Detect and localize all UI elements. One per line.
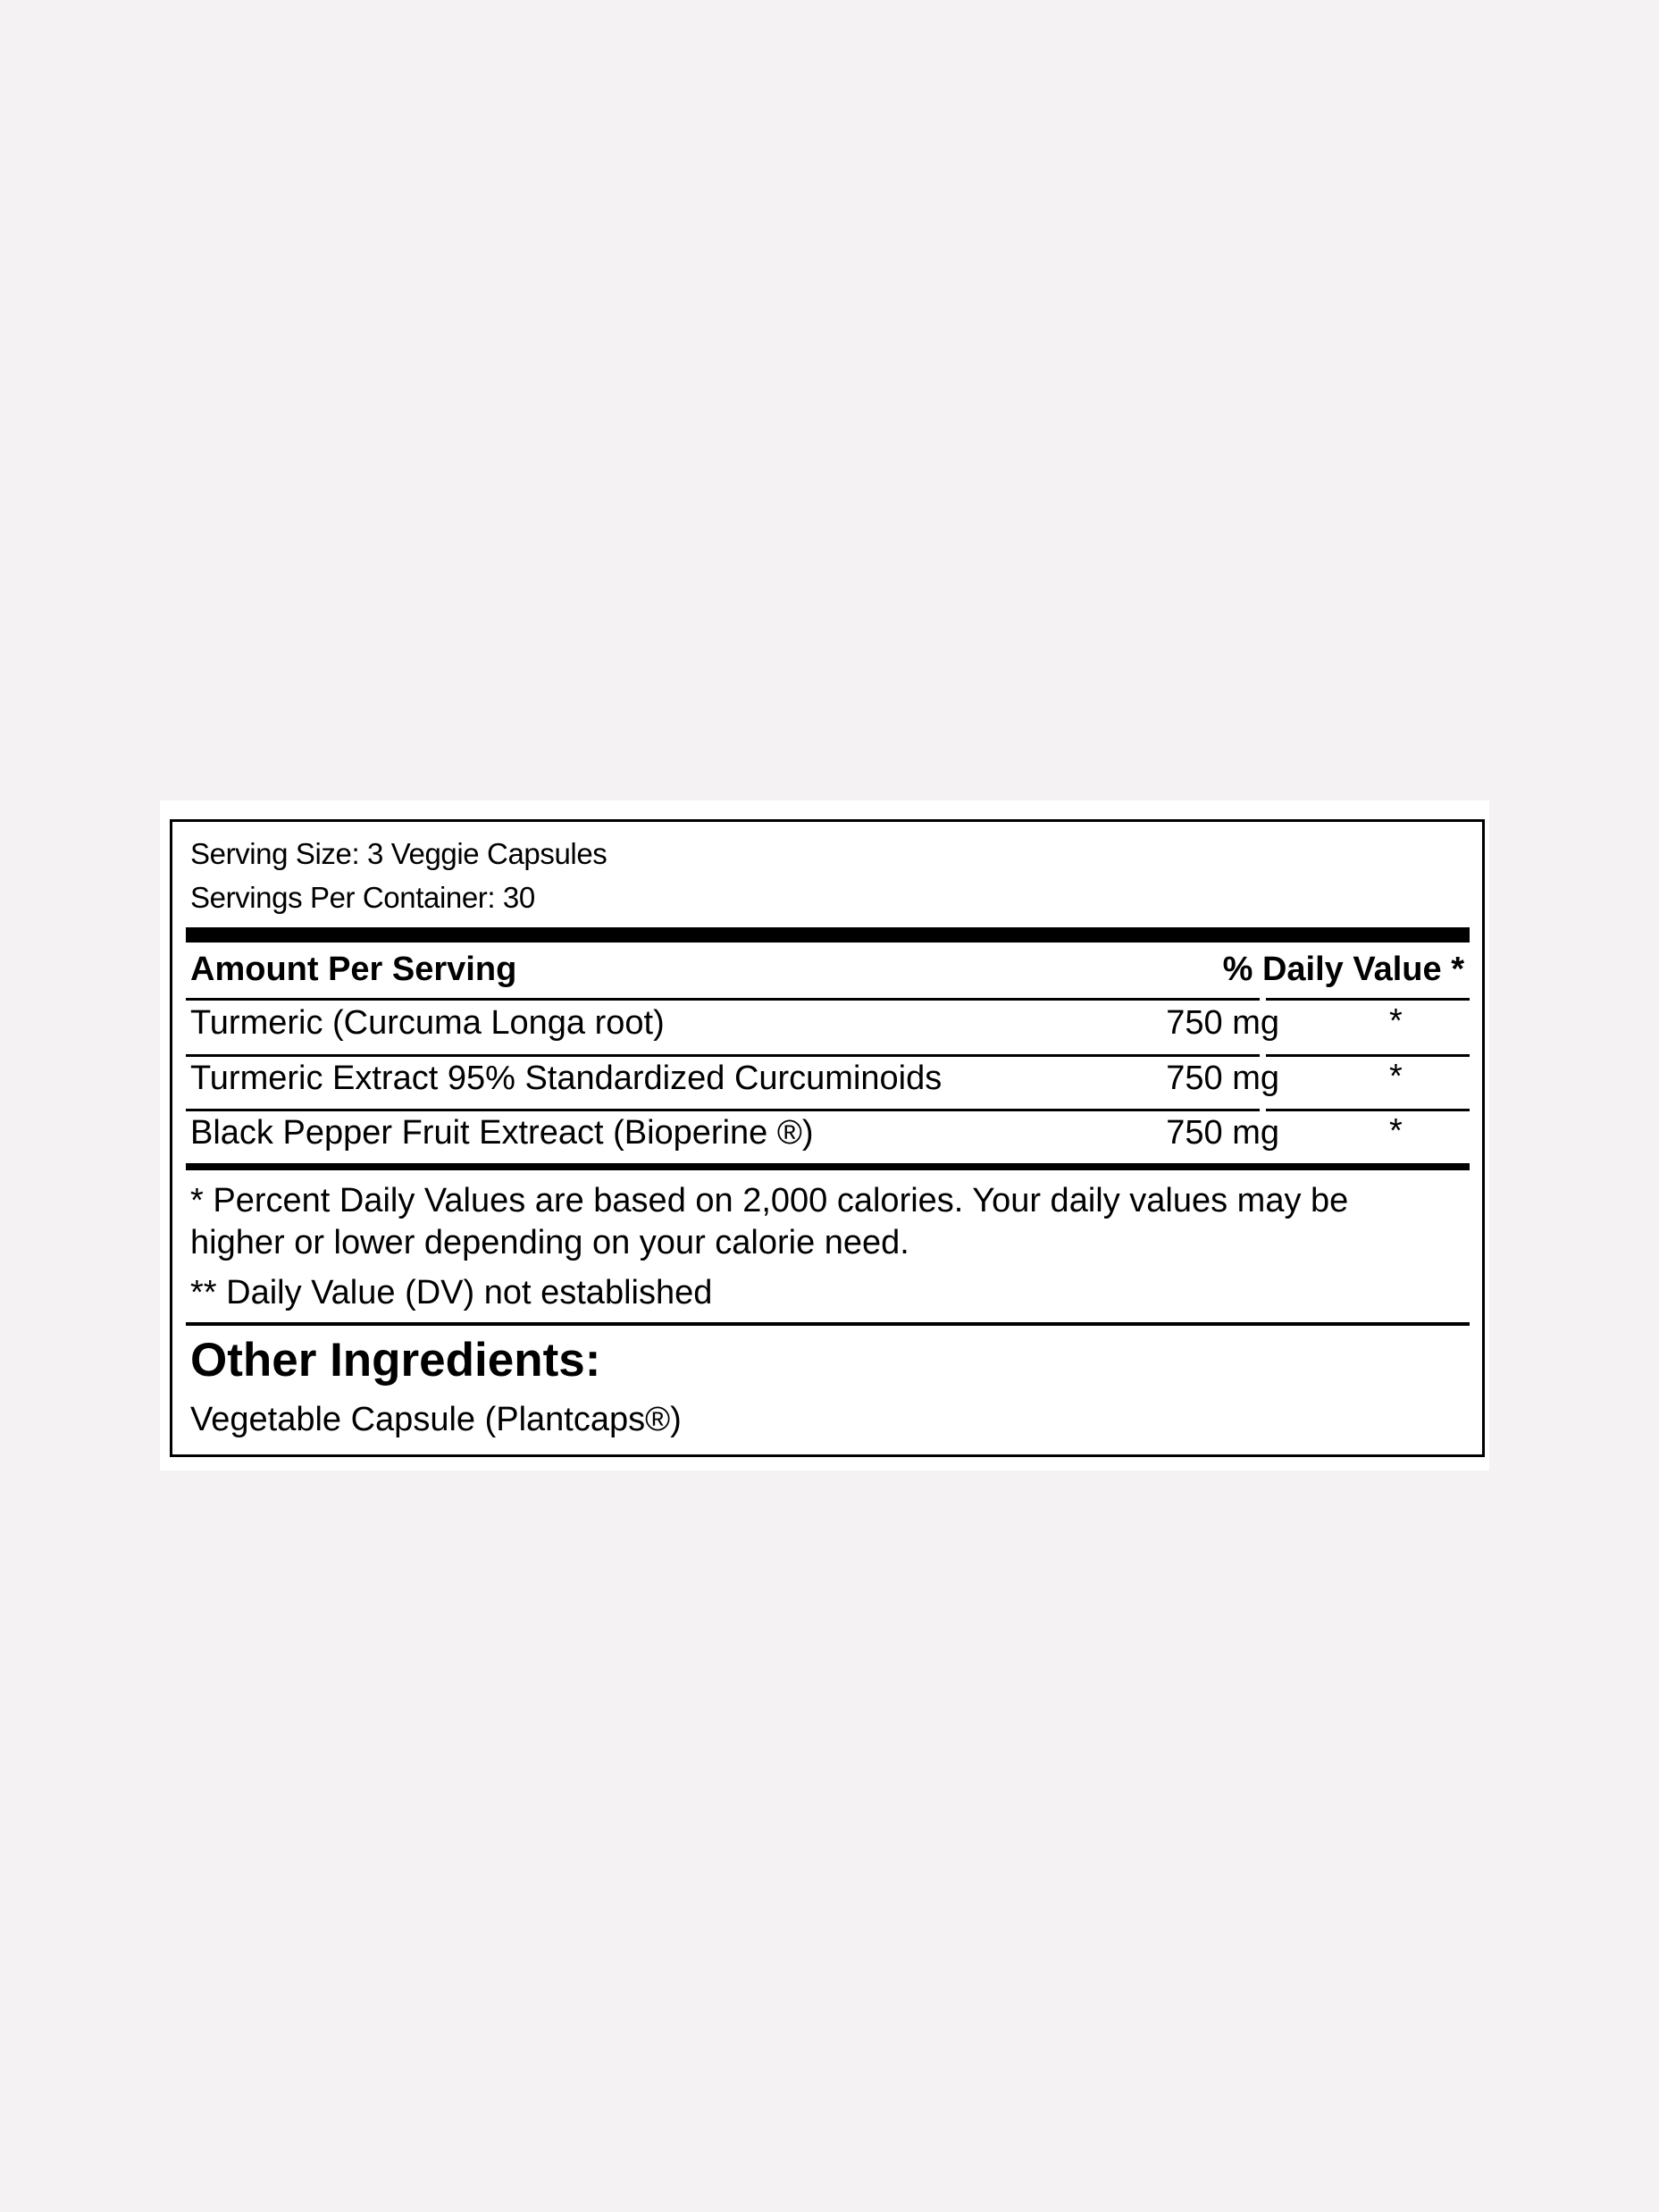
row-divider xyxy=(1295,998,1470,1001)
ingredient-name: Turmeric Extract 95% Standardized Curcuminoids xyxy=(190,1060,943,1097)
medium-divider xyxy=(186,1163,1470,1170)
ingredient-dv: * xyxy=(1389,1002,1403,1040)
servings-per-container: Servings Per Container: 30 xyxy=(190,881,535,914)
ingredient-name: Turmeric (Curcuma Longa root) xyxy=(190,1004,665,1042)
row-divider xyxy=(1295,1109,1470,1111)
thick-divider xyxy=(186,927,1470,943)
amount-per-serving-header: Amount Per Serving xyxy=(190,951,517,988)
row-divider xyxy=(186,1109,1260,1111)
ingredient-amount: 750 mg xyxy=(1166,1114,1279,1152)
percent-daily-value-note-cont: higher or lower depending on your calorie need. xyxy=(190,1224,909,1261)
row-divider xyxy=(1295,1054,1470,1057)
ingredient-amount: 750 mg xyxy=(1166,1004,1279,1042)
percent-daily-value-note: * Percent Daily Values are based on 2,000 calories. Your daily values may be xyxy=(190,1182,1349,1219)
ingredient-dv: * xyxy=(1389,1058,1403,1095)
footnote-divider xyxy=(186,1322,1470,1326)
ingredient-dv: * xyxy=(1389,1112,1403,1150)
supplement-facts-label xyxy=(170,819,1485,1457)
ingredient-name: Black Pepper Fruit Extreact (Bioperine ®) xyxy=(190,1114,814,1152)
other-ingredients-text: Vegetable Capsule (Plantcaps®) xyxy=(190,1401,682,1438)
ingredient-amount: 750 mg xyxy=(1166,1060,1279,1097)
serving-size: Serving Size: 3 Veggie Capsules xyxy=(190,837,607,870)
other-ingredients-heading: Other Ingredients: xyxy=(190,1334,601,1387)
row-divider xyxy=(186,998,1260,1001)
row-divider xyxy=(186,1054,1260,1057)
daily-value-header: % Daily Value * xyxy=(1222,951,1464,988)
dv-not-established-note: ** Daily Value (DV) not established xyxy=(190,1274,713,1311)
